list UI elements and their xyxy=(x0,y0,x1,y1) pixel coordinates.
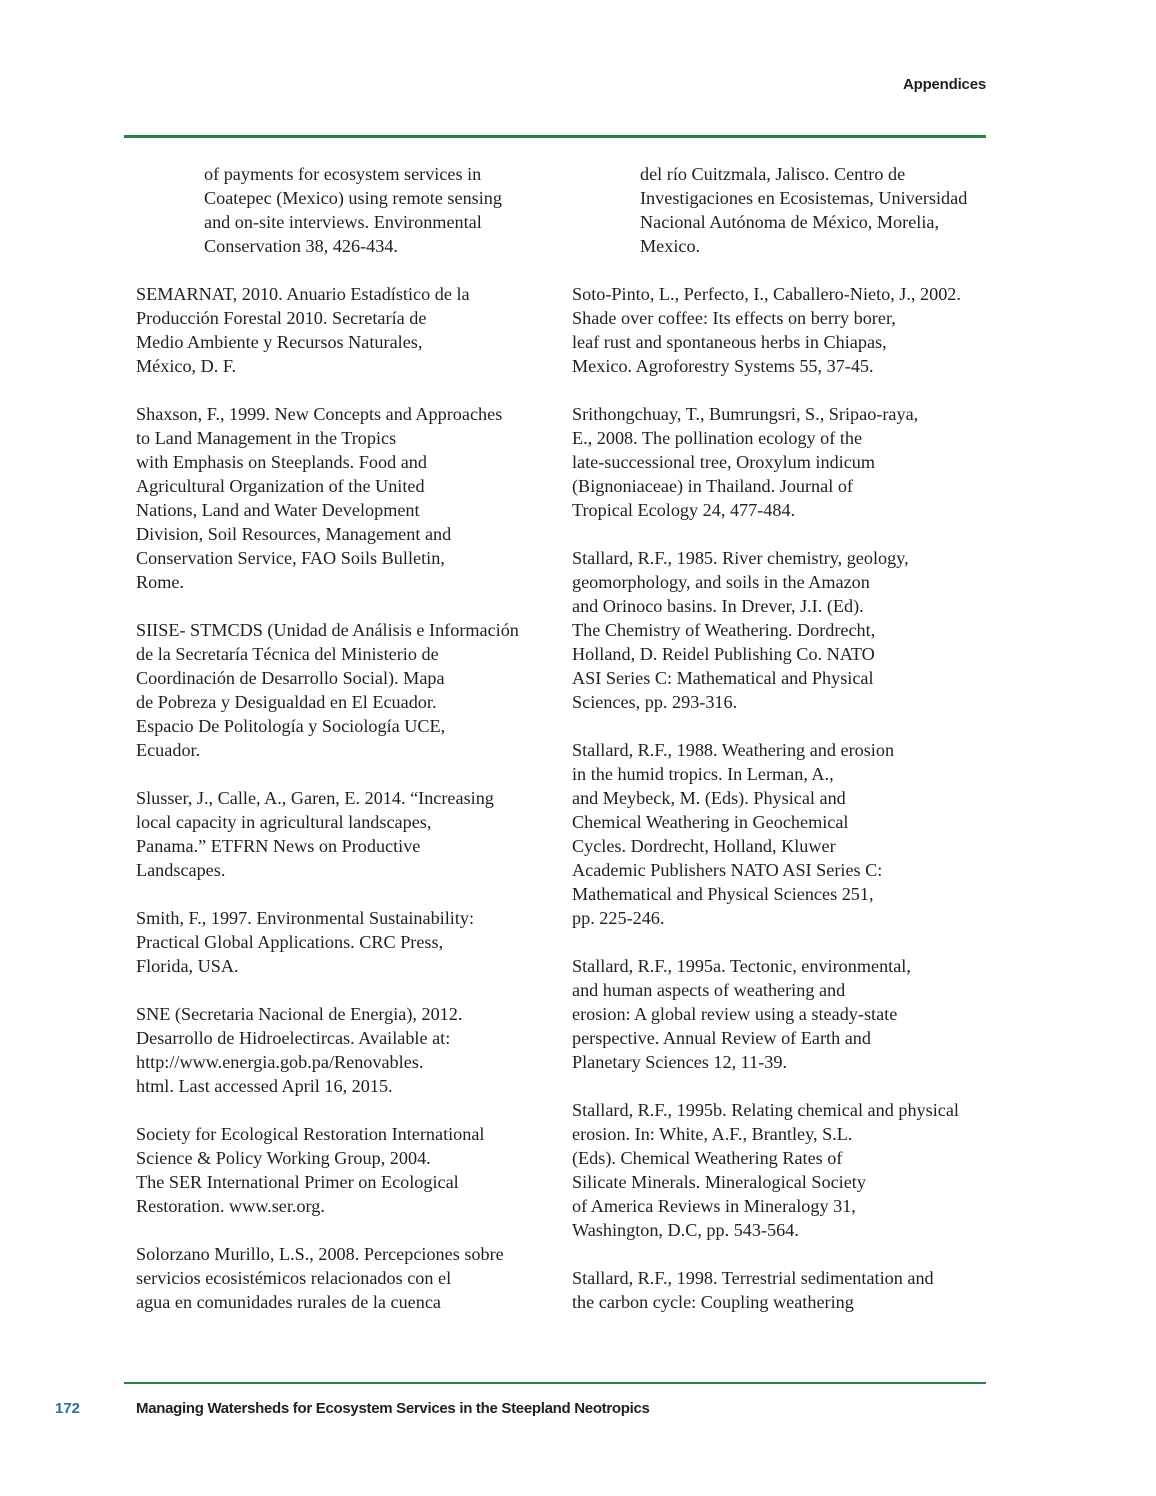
reference-line: The Chemistry of Weathering. Dordrecht, xyxy=(572,620,876,640)
reference-line: geomorphology, and soils in the Amazon xyxy=(572,572,870,592)
reference-line: of America Reviews in Mineralogy 31, xyxy=(572,1196,856,1216)
reference-line: Academic Publishers NATO ASI Series C: xyxy=(572,860,883,880)
reference-line: local capacity in agricultural landscapes, xyxy=(136,812,432,832)
reference-line: Florida, USA. xyxy=(136,956,239,976)
reference-line: Srithongchuay, T., Bumrungsri, S., Sripao-raya, xyxy=(572,404,919,424)
reference-line: Stallard, R.F., 1988. Weathering and erosion xyxy=(572,740,895,760)
reference-entry xyxy=(136,162,556,258)
reference-line: ASI Series C: Mathematical and Physical xyxy=(572,668,874,688)
reference-line: Solorzano Murillo, L.S., 2008. Percepciones sobre xyxy=(136,1244,504,1264)
reference-line: Nations, Land and Water Development xyxy=(136,500,420,520)
reference-line: Panama.” ETFRN News on Productive xyxy=(136,836,421,856)
reference-entry xyxy=(136,618,556,762)
reference-line: (Eds). Chemical Weathering Rates of xyxy=(572,1148,843,1168)
reference-line: Producción Forestal 2010. Secretaría de xyxy=(136,308,427,328)
reference-line: Stallard, R.F., 1995b. Relating chemical and physical xyxy=(572,1100,959,1120)
reference-entry xyxy=(572,162,992,258)
reference-line: del río Cuitzmala, Jalisco. Centro de xyxy=(640,164,906,184)
reference-line: Stallard, R.F., 1985. River chemistry, geology, xyxy=(572,548,909,568)
reference-line: Slusser, J., Calle, A., Garen, E. 2014. “Increasing xyxy=(136,788,494,808)
reference-line: Nacional Autónoma de México, Morelia, xyxy=(640,212,940,232)
reference-line: The SER International Primer on Ecological xyxy=(136,1172,459,1192)
reference-line: Division, Soil Resources, Management and xyxy=(136,524,452,544)
reference-line: Medio Ambiente y Recursos Naturales, xyxy=(136,332,423,352)
reference-line: html. Last accessed April 16, 2015. xyxy=(136,1076,393,1096)
reference-line: Shade over coffee: Its effects on berry borer, xyxy=(572,308,896,328)
reference-line: Smith, F., 1997. Environmental Sustainability: xyxy=(136,908,475,928)
reference-line: Society for Ecological Restoration International xyxy=(136,1124,485,1144)
reference-entry xyxy=(572,738,992,930)
reference-entry xyxy=(136,282,556,378)
reference-line: with Emphasis on Steeplands. Food and xyxy=(136,452,427,472)
footer-rule xyxy=(124,1382,986,1384)
reference-line: Rome. xyxy=(136,572,184,592)
reference-entry xyxy=(136,402,556,594)
reference-entry xyxy=(136,1242,556,1314)
reference-line: Mathematical and Physical Sciences 251, xyxy=(572,884,874,904)
reference-line: erosion: A global review using a steady-state xyxy=(572,1004,898,1024)
reference-line: Mexico. xyxy=(640,236,701,256)
reference-line: (Bignoniaceae) in Thailand. Journal of xyxy=(572,476,853,496)
reference-line: Mexico. Agroforestry Systems 55, 37-45. xyxy=(572,356,874,376)
reference-line: http://www.energia.gob.pa/Renovables. xyxy=(136,1052,424,1072)
reference-line: de la Secretaría Técnica del Ministerio de xyxy=(136,644,439,664)
reference-line: de Pobreza y Desigualdad en El Ecuador. xyxy=(136,692,437,712)
reference-line: Stallard, R.F., 1995a. Tectonic, environmental, xyxy=(572,956,911,976)
reference-line: Conservation 38, 426-434. xyxy=(204,236,398,256)
reference-line: Conservation Service, FAO Soils Bulletin, xyxy=(136,548,445,568)
reference-line: Cycles. Dordrecht, Holland, Kluwer xyxy=(572,836,836,856)
reference-line: Espacio De Politología y Sociología UCE, xyxy=(136,716,446,736)
reference-line: SEMARNAT, 2010. Anuario Estadístico de la xyxy=(136,284,470,304)
reference-line: Coatepec (Mexico) using remote sensing xyxy=(204,188,502,208)
reference-line: Soto-Pinto, L., Perfecto, I., Caballero-Nieto, J., 2002. xyxy=(572,284,961,304)
reference-line: Agricultural Organization of the United xyxy=(136,476,425,496)
reference-line: late-successional tree, Oroxylum indicum xyxy=(572,452,876,472)
reference-line: agua en comunidades rurales de la cuenca xyxy=(136,1292,441,1312)
reference-entry xyxy=(572,1098,992,1242)
reference-line: E., 2008. The pollination ecology of the xyxy=(572,428,863,448)
reference-line: and Meybeck, M. (Eds). Physical and xyxy=(572,788,846,808)
reference-line: to Land Management in the Tropics xyxy=(136,428,397,448)
reference-entry xyxy=(572,402,992,522)
left-reference-column xyxy=(136,162,556,1338)
reference-line: SIISE- STMCDS (Unidad de Análisis e Información xyxy=(136,620,519,640)
reference-line: Science & Policy Working Group, 2004. xyxy=(136,1148,431,1168)
reference-line: perspective. Annual Review of Earth and xyxy=(572,1028,871,1048)
reference-line: Shaxson, F., 1999. New Concepts and Approaches xyxy=(136,404,503,424)
reference-line: and human aspects of weathering and xyxy=(572,980,846,1000)
reference-line: Washington, D.C, pp. 543-564. xyxy=(572,1220,799,1240)
reference-line: Stallard, R.F., 1998. Terrestrial sedimentation and xyxy=(572,1268,934,1288)
reference-line: Chemical Weathering in Geochemical xyxy=(572,812,849,832)
reference-entry xyxy=(136,1122,556,1218)
header-rule xyxy=(124,135,986,138)
reference-line: Ecuador. xyxy=(136,740,201,760)
reference-entry xyxy=(136,906,556,978)
reference-line: Desarrollo de Hidroelectircas. Available at: xyxy=(136,1028,451,1048)
reference-line: erosion. In: White, A.F., Brantley, S.L. xyxy=(572,1124,853,1144)
reference-line: leaf rust and spontaneous herbs in Chiapas, xyxy=(572,332,887,352)
page-number: 172 xyxy=(55,1400,81,1417)
reference-entry xyxy=(572,282,992,378)
reference-line: Investigaciones en Ecosistemas, Universidad xyxy=(640,188,968,208)
book-title: Managing Watersheds for Ecosystem Services in the Steepland Neotropics xyxy=(136,1400,650,1417)
reference-line: Restoration. www.ser.org. xyxy=(136,1196,325,1216)
reference-entry xyxy=(136,786,556,882)
reference-line: Planetary Sciences 12, 11-39. xyxy=(572,1052,787,1072)
reference-line: Holland, D. Reidel Publishing Co. NATO xyxy=(572,644,875,664)
reference-line: Coordinación de Desarrollo Social). Mapa xyxy=(136,668,445,688)
reference-entry xyxy=(572,954,992,1074)
reference-line: servicios ecosistémicos relacionados con el xyxy=(136,1268,452,1288)
reference-line: Practical Global Applications. CRC Press, xyxy=(136,932,444,952)
reference-line: Tropical Ecology 24, 477-484. xyxy=(572,500,796,520)
reference-line: the carbon cycle: Coupling weathering xyxy=(572,1292,854,1312)
reference-line: pp. 225-246. xyxy=(572,908,665,928)
reference-line: Silicate Minerals. Mineralogical Society xyxy=(572,1172,866,1192)
reference-line: Landscapes. xyxy=(136,860,226,880)
reference-line: of payments for ecosystem services in xyxy=(204,164,482,184)
reference-entry xyxy=(572,1266,992,1314)
reference-entry xyxy=(572,546,992,714)
reference-entry xyxy=(136,1002,556,1098)
reference-line: México, D. F. xyxy=(136,356,237,376)
reference-line: Sciences, pp. 293-316. xyxy=(572,692,738,712)
reference-line: in the humid tropics. In Lerman, A., xyxy=(572,764,834,784)
right-reference-column xyxy=(572,162,992,1338)
reference-line: SNE (Secretaria Nacional de Energia), 2012. xyxy=(136,1004,463,1024)
reference-line: and Orinoco basins. In Drever, J.I. (Ed). xyxy=(572,596,864,616)
reference-line: and on-site interviews. Environmental xyxy=(204,212,482,232)
running-header: Appendices xyxy=(902,76,986,93)
